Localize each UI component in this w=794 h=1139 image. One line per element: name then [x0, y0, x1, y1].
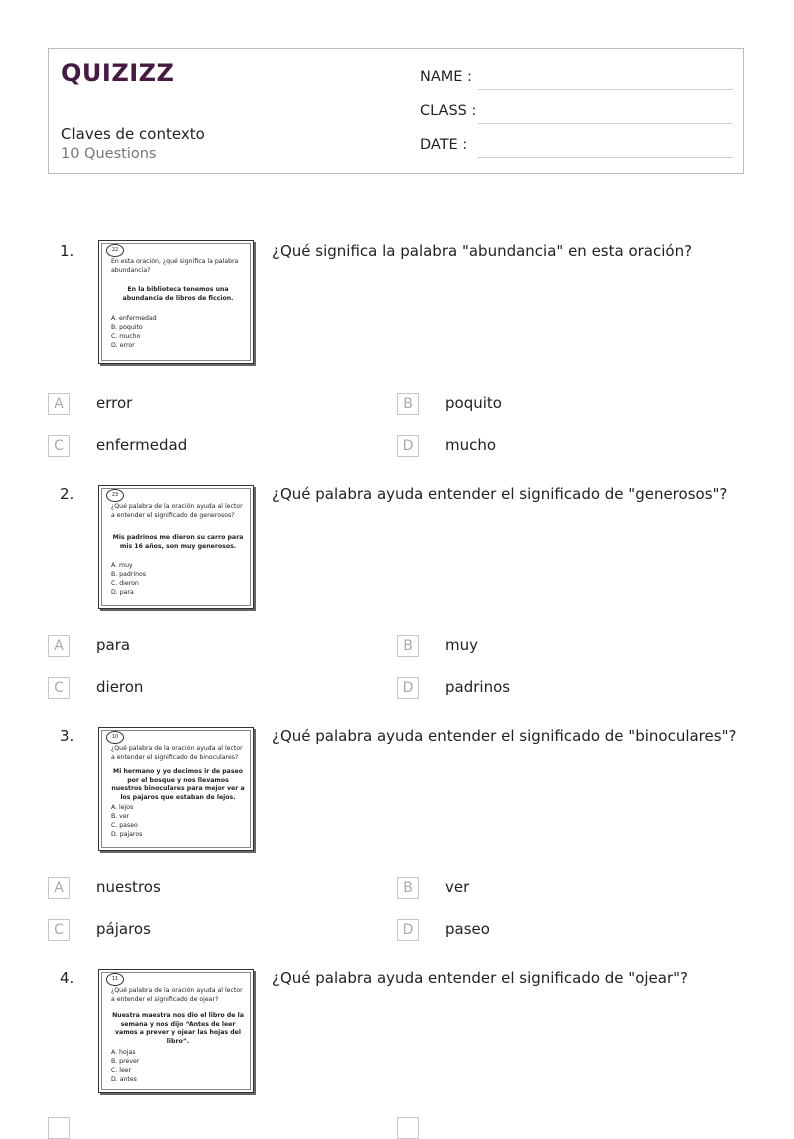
question-number: 3. [60, 727, 75, 745]
option-d-text[interactable]: padrinos [445, 678, 511, 696]
option-d-box[interactable]: D [397, 435, 419, 457]
worksheet-title: Claves de contexto [61, 125, 205, 143]
class-line[interactable] [478, 123, 733, 124]
thumb-sentence: Nuestra maestra nos dio el libro de la semana y nos dijo “Antes de leer vamos a prever y ojear las hojas del libro”. [112, 1012, 244, 1045]
thumb-option: C. paseo [111, 822, 138, 829]
thumb-sentence: Mis padrinos me dieron su carro para mis 16 años, son muy generosos. [112, 534, 244, 550]
date-line[interactable] [478, 157, 733, 158]
thumb-sentence: Mi hermano y yo decimos ir de paseo por el bosque y nos llevamos nuestros binoculares para mejor ver a los pajaros que estaban de lejos. [111, 768, 245, 801]
question-image [98, 969, 254, 1093]
option-a-box[interactable]: A [48, 635, 70, 657]
thumb-option: D. error [111, 342, 135, 349]
question-image [98, 727, 254, 851]
option-b-text[interactable]: muy [445, 636, 478, 654]
thumb-option: D. antes [111, 1076, 137, 1083]
thumb-option: A. hojas [111, 1049, 136, 1056]
option-b-text[interactable]: ver [445, 878, 470, 896]
thumb-option: B. padrinos [111, 571, 147, 578]
option-b-box[interactable]: B [397, 635, 419, 657]
option-d-text[interactable]: mucho [445, 436, 497, 454]
option-b-box[interactable]: B [397, 877, 419, 899]
question-text: ¿Qué significa la palabra "abundancia" en esta oración? [272, 242, 693, 260]
thumb-question: ¿Qué palabra de la oración ayuda al lector a entender el significado de generosos? [111, 503, 243, 519]
question-image [98, 485, 254, 609]
question-image [98, 240, 254, 364]
question-number: 1. [60, 242, 75, 260]
thumb-sentence: En la biblioteca tenemos una abundancia de libros de ficcion. [122, 286, 234, 302]
thumb-option: B. ver [111, 813, 130, 820]
thumb-option: A. muy [111, 562, 133, 569]
option-b-text[interactable]: poquito [445, 394, 502, 412]
option-a-box[interactable]: A [48, 393, 70, 415]
thumb-option: A. lejos [111, 804, 134, 811]
option-d-text[interactable]: paseo [445, 920, 490, 938]
thumb-option: D. pajaros [111, 831, 143, 838]
question-text: ¿Qué palabra ayuda entender el significado de "generosos"? [272, 485, 728, 503]
option-b-box[interactable]: B [397, 393, 419, 415]
option-c-text[interactable]: pájaros [96, 920, 151, 938]
thumb-option: C. leer [111, 1067, 132, 1074]
thumb-badge: 23 [106, 489, 124, 502]
date-label: DATE : [420, 137, 468, 153]
thumb-option: A. enfermedad [111, 315, 157, 322]
thumb-badge: 22 [106, 244, 124, 257]
question-text: ¿Qué palabra ayuda entender el significado de "ojear"? [272, 969, 688, 987]
thumb-badge: 10 [106, 731, 124, 744]
option-d-box[interactable]: D [397, 677, 419, 699]
question-count: 10 Questions [61, 146, 157, 162]
question-number: 2. [60, 485, 75, 503]
name-line[interactable] [478, 89, 733, 90]
worksheet-header [48, 48, 744, 174]
name-label: NAME : [420, 69, 472, 85]
option-a-text[interactable]: para [96, 636, 131, 654]
option-d-box[interactable]: D [397, 919, 419, 941]
quizizz-logo: QUIZIZZ [61, 59, 175, 87]
option-c-box[interactable]: C [48, 435, 70, 457]
option-c-text[interactable]: dieron [96, 678, 144, 696]
thumb-option: B. prever [111, 1058, 140, 1065]
thumb-option: D. para [111, 589, 134, 596]
option-c-box[interactable]: C [48, 677, 70, 699]
option-a-box[interactable]: A [48, 877, 70, 899]
question-number: 4. [60, 969, 75, 987]
option-a-text[interactable]: error [96, 394, 133, 412]
option-c-text[interactable]: enfermedad [96, 436, 188, 454]
thumb-option: B. poquito [111, 324, 143, 331]
thumb-question: En esta oración, ¿qué significa la palabra abundancia? [111, 258, 239, 274]
option-a-box[interactable] [48, 1117, 70, 1139]
thumb-question: ¿Qué palabra de la oración ayuda al lector a entender el significado de binoculares? [111, 745, 243, 761]
option-b-box[interactable] [397, 1117, 419, 1139]
option-c-box[interactable]: C [48, 919, 70, 941]
thumb-badge: 11 [106, 973, 124, 986]
thumb-question: ¿Qué palabra de la oración ayuda al lector a entender el significado de ojear? [111, 987, 243, 1003]
question-text: ¿Qué palabra ayuda entender el significado de "binoculares"? [272, 727, 737, 745]
thumb-option: C. mucho [111, 333, 141, 340]
thumb-option: C. dieron [111, 580, 139, 587]
option-a-text[interactable]: nuestros [96, 878, 161, 896]
class-label: CLASS : [420, 103, 477, 119]
